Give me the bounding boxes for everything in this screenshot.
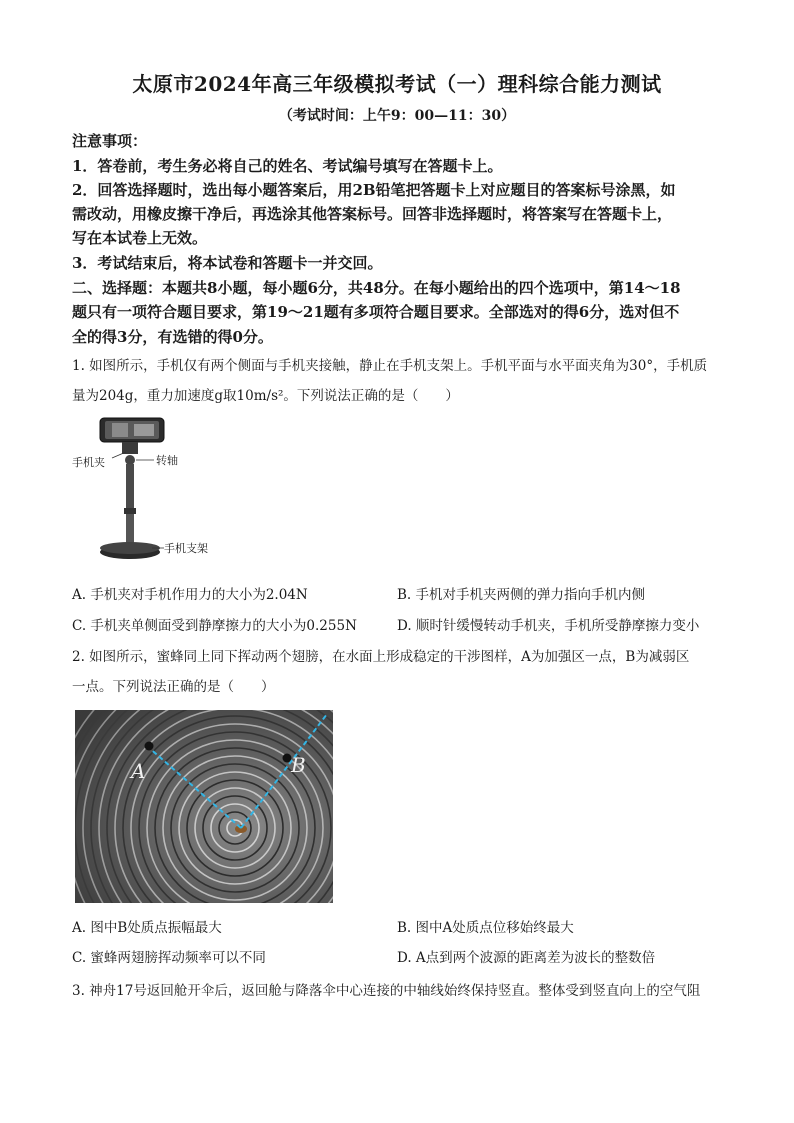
note-line: 3．考试结束后，将本试卷和答题卡一并交回。 — [72, 254, 383, 272]
section-instructions: 二、选择题：本题共8小题，每小题6分，共48分。在每小题给出的四个选项中，第14～18 — [72, 279, 681, 297]
q1-option-a: A. 手机夹对手机作用力的大小为2.04N — [72, 587, 308, 603]
bee-icon — [235, 825, 247, 833]
q2-option-a: A. 图中B处质点振幅最大 — [72, 920, 222, 936]
q2-option-b: B. 图中A处质点位移始终最大 — [397, 920, 574, 936]
q2-stem: 一点。下列说法正确的是（ ） — [72, 679, 275, 695]
q1-stem: 1. 如图所示，手机仅有两个侧面与手机夹接触，静止在手机支架上。手机平面与水平面夹角为30°，手机质 — [72, 358, 708, 374]
interference-photo — [75, 710, 333, 903]
q1-stem: 量为204g，重力加速度g取10m/s²。下列说法正确的是（ ） — [72, 388, 459, 404]
fig-label-a: A — [131, 759, 146, 783]
note-line: 1．答卷前，考生务必将自己的姓名、考试编号填写在答题卡上。 — [72, 157, 503, 175]
fig-label-b: B — [291, 753, 306, 777]
q1-option-b: B. 手机对手机夹两侧的弹力指向手机内侧 — [397, 587, 646, 603]
page-title: 太原市2024年高三年级模拟考试（一）理科综合能力测试 — [132, 72, 662, 96]
q1-option-c: C. 手机夹单侧面受到静摩擦力的大小为0.255N — [72, 618, 357, 634]
section-instructions: 全的得3分，有选错的得0分。 — [72, 328, 273, 346]
note-line: 需改动，用橡皮擦干净后，再选涂其他答案标号。回答非选择题时，将答案写在答题卡上， — [72, 205, 673, 223]
exam-time: （考试时间：上午9：00—11：30） — [278, 108, 516, 124]
q2-option-d: D. A点到两个波源的距离差为波长的整数倍 — [397, 950, 656, 966]
section-instructions: 题只有一项符合题目要求，第19～21题有多项符合题目要求。全部选对的得6分，选对但不 — [72, 303, 680, 321]
fig-label-stand: 手机支架 — [164, 542, 208, 555]
fig-label-clip: 手机夹 — [72, 456, 105, 469]
fig-label-axis: 转轴 — [156, 454, 178, 467]
note-line: 写在本试卷上无效。 — [72, 229, 208, 247]
note-line: 2．回答选择题时，选出每小题答案后，用2B铅笔把答题卡上对应题目的答案标号涂黑，如 — [72, 181, 676, 199]
q3-stem: 3. 神舟17号返回舱开伞后，返回舱与降落伞中心连接的中轴线始终保持竖直。整体受到竖直向上的空气阻 — [72, 983, 701, 999]
q1-option-d: D. 顺时针缓慢转动手机夹，手机所受静摩擦力变小 — [397, 618, 700, 634]
q2-option-c: C. 蜜蜂两翅膀挥动频率可以不同 — [72, 950, 266, 966]
phone-stand-figure — [72, 414, 232, 574]
notes-heading: 注意事项： — [72, 132, 148, 150]
q2-stem: 2. 如图所示，蜜蜂同上同下挥动两个翅膀，在水面上形成稳定的干涉图样，A为加强区一点，B为减弱区 — [72, 649, 690, 665]
